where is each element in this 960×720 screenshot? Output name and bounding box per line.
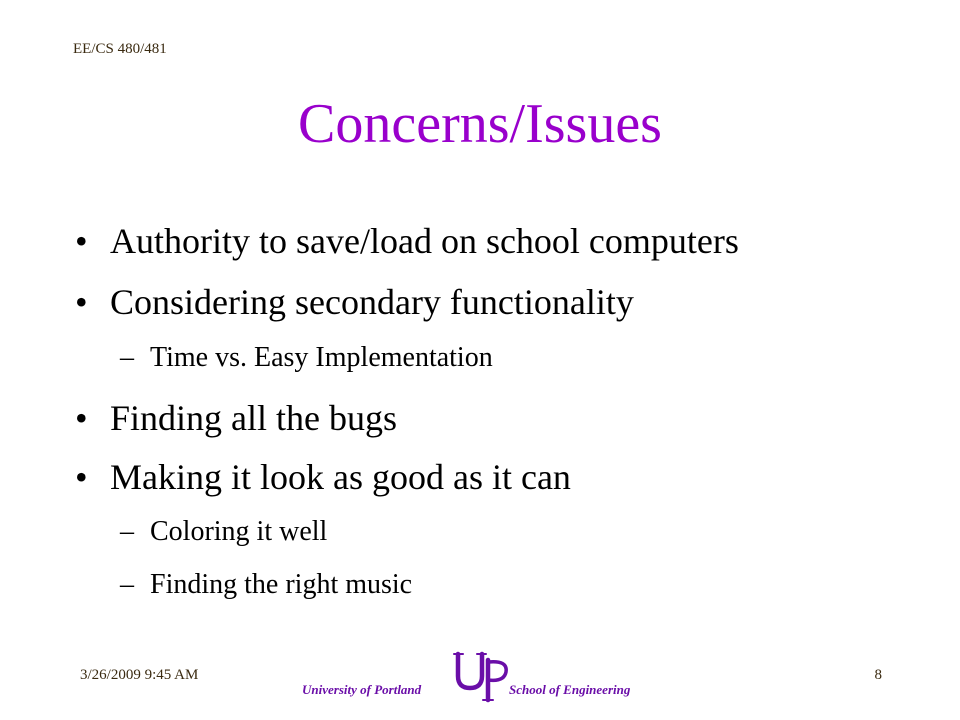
bullet-marker: • [75, 282, 88, 322]
up-monogram-icon [452, 650, 510, 704]
bullet-item [75, 455, 571, 499]
bullet-text: Authority to save/load on school computers [110, 221, 739, 261]
page-number: 8 [874, 667, 882, 683]
bullet-item [75, 396, 397, 440]
sub-bullet-item [120, 515, 327, 549]
sub-bullet-text: Time vs. Easy Implementation [150, 342, 493, 373]
bullet-text: Finding all the bugs [110, 398, 397, 438]
bullet-marker: • [75, 221, 88, 261]
bullet-text: Making it look as good as it can [110, 457, 571, 497]
sub-bullet-text: Finding the right music [150, 569, 413, 600]
slide-title: Concerns/Issues [298, 93, 662, 155]
university-logo [300, 650, 660, 704]
bullet-marker: • [75, 457, 88, 497]
bullet-item [75, 280, 634, 324]
sub-bullet-item [120, 341, 493, 375]
logo-school-text: School of Engineering [509, 682, 631, 697]
sub-bullet-text: Coloring it well [150, 516, 328, 547]
bullet-marker: • [75, 398, 88, 438]
dash-marker: – [120, 569, 134, 600]
bullet-text: Considering secondary functionality [110, 282, 634, 322]
dash-marker: – [120, 516, 134, 547]
bullet-item [75, 219, 739, 263]
course-code: EE/CS 480/481 [73, 41, 167, 57]
dash-marker: – [120, 342, 134, 373]
footer-date: 3/26/2009 9:45 AM [80, 667, 199, 683]
logo-university-text: University of Portland [302, 682, 422, 697]
sub-bullet-item [120, 568, 412, 602]
